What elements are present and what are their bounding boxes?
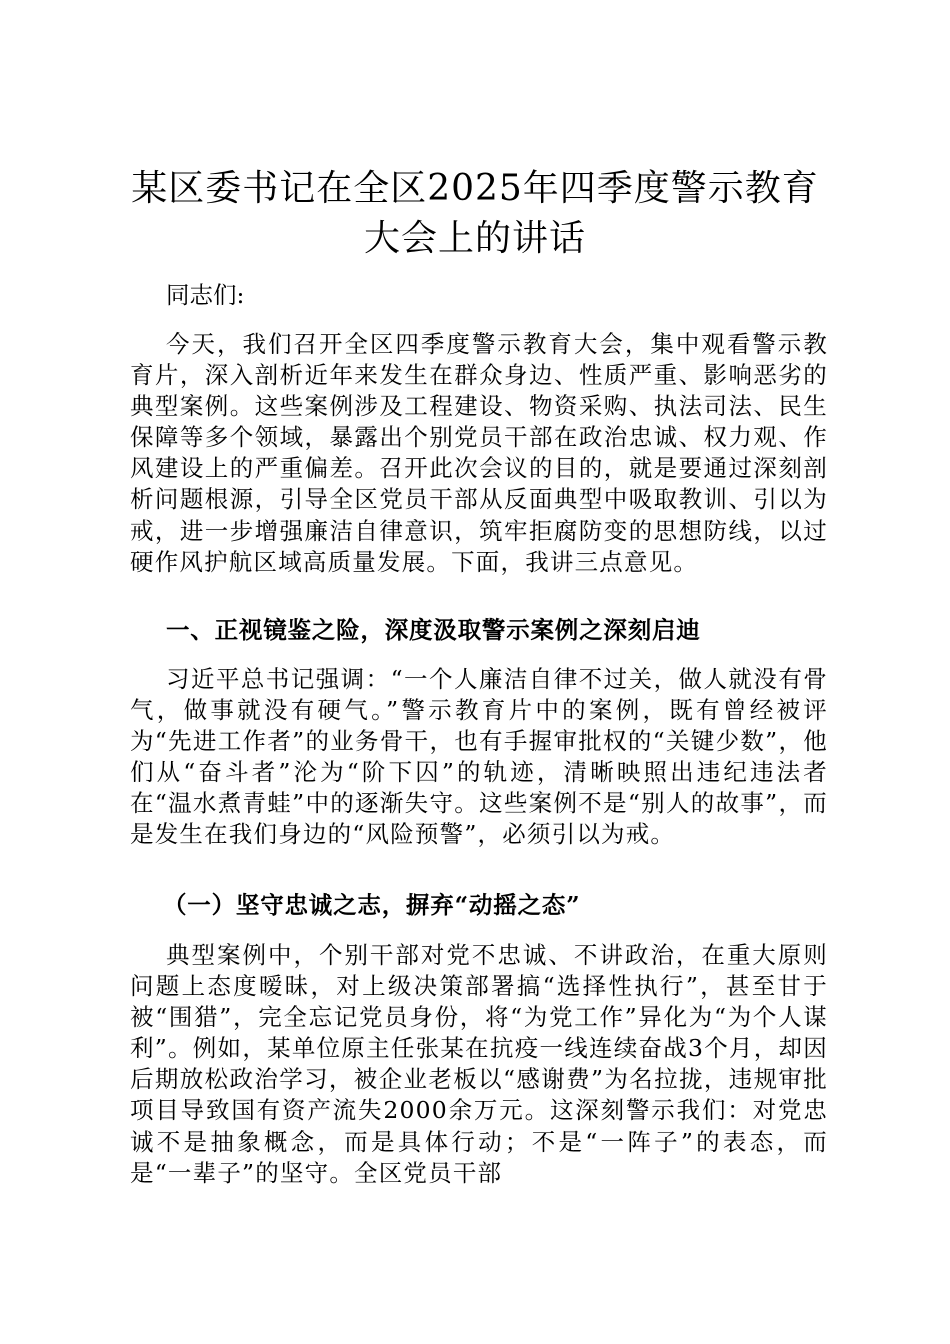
intro-paragraph: 今天，我们召开全区四季度警示教育大会，集中观看警示教育片，深入剖析近年来发生在群众身边、性质严重、影响恶劣的典型案例。这些案例涉及工程建设、物资采购、执法司法、民生保障等多个领域，暴露出个别党员干部在政治忠诚、权力观、作风建设上的严重偏差。召开此次会议的目的，就是要通过深刻剖析问题根源，引导全区党员干部从反面典型中吸取教训、引以为戒，进一步增强廉洁自律意识，筑牢拒腐防变的思想防线，以过硬作风护航区域高质量发展。下面，我讲三点意见。 — [130, 330, 828, 576]
document-title: 某区委书记在全区2025年四季度警示教育大会上的讲话 — [131, 168, 819, 259]
subsection-1-paragraph: 典型案例中，个别干部对党不忠诚、不讲政治，在重大原则问题上态度暧昧，对上级决策部署搞“选择性执行”，甚至甘于被“围猎”，完全忘记党员身份，将“为党工作”异化为“为个人谋利”。例如，某单位原主任张某在抗疫一线连续奋战3个月，却因后期放松政治学习，被企业老板以“感谢费”为名拉拢，违规审批项目导致国有资产流失2000余万元。这深刻警示我们：对党忠诚不是抽象概念，而是具体行动；不是“一阵子”的表态，而是“一辈子”的坚守。全区党员干部 — [130, 941, 828, 1187]
greeting: 同志们: — [166, 281, 245, 309]
section-1-paragraph: 习近平总书记强调：“一个人廉洁自律不过关，做人就没有骨气，做事就没有硬气。”警示教育片中的案例，既有曾经被评为“先进工作者”的业务骨干，也有手握审批权的“关键少数”，他们从“奋斗者”沦为“阶下囚”的轨迹，清晰映照出违纪违法者在“温水煮青蛙”中的逐渐失守。这些案例不是“别人的故事”，而是发生在我们身边的“风险预警”，必须引以为戒。 — [130, 665, 828, 849]
section-1-heading: 一、正视镜鉴之险，深度汲取警示案例之深刻启迪 — [166, 616, 701, 644]
subsection-1-heading: （一）坚守忠诚之志，摒弃“动摇之态” — [163, 891, 581, 919]
